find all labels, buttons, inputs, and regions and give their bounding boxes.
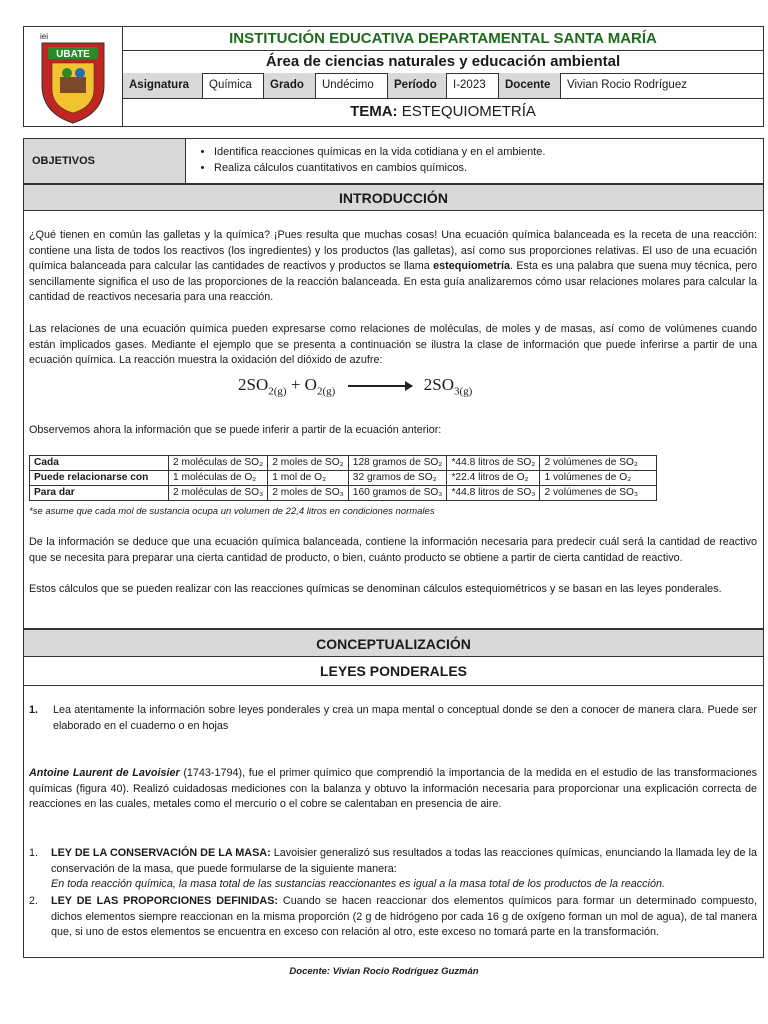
topic — [123, 98, 763, 126]
table-cell: 2 moléculas de SO₃ — [169, 486, 268, 501]
table-row — [30, 471, 657, 486]
law-item — [29, 894, 757, 941]
objective-item: • Realiza cálculos cuantitativos en cambios químicos. — [214, 160, 545, 176]
section-title-concept: CONCEPTUALIZACIÓN — [23, 629, 764, 657]
law-item — [29, 846, 757, 893]
lavoisier-text: (1743-1794), fue el primer químico que comprendió la importancia de la medida en el estudio de las transformaciones químicas (figura 40). Realizó cuidadosas mediciones con la balanza y obtuvo la información necesaria para proporcionar una explicación correcta de reacciones en las cuales, metales como el mercurio o el cobre se calentaban en presencia de aire. — [29, 767, 757, 810]
intro-p1-text: ¿Qué tienen en común las galletas y la química? ¡Pues resulta que muchas cosas! Una ecuación química balanceada es la receta de una reacción: contiene una lista de todos los reactivos (los ingredientes) y los productos (las galletas), así como sus proporciones relativas. El uso de una ecuación química balanceada para calcular las cantidades de reactivos y productos se llama — [29, 229, 757, 272]
table-row — [30, 456, 657, 471]
reaction-arrow-icon — [348, 385, 412, 387]
objectives-box — [23, 138, 764, 184]
lavoisier-name: Antoine Laurent de Lavoisier — [29, 767, 180, 779]
task-text: Lea atentamente la información sobre leyes ponderales y crea un mapa mental o conceptual donde se den a conocer de manera clara. Puede ser elaborado en el cuaderno o en hojas — [53, 704, 757, 732]
table-cell: 2 moles de SO₃ — [268, 486, 349, 501]
meta-label-period: Período — [388, 73, 447, 98]
meta-label-teacher: Docente — [499, 73, 561, 98]
law-title: LEY DE LA CONSERVACIÓN DE LA MASA: — [51, 847, 271, 859]
table-cell: 160 gramos de SO₃ — [348, 486, 447, 501]
section-title-intro: INTRODUCCIÓN — [23, 184, 764, 211]
law-text: Lavoisier generalizó sus resultados a todas las reacciones químicas, enunciando la llamada ley de la conservación de la masa, que puede formularse de la siguiente manera: — [51, 847, 757, 875]
school-crest-icon — [24, 27, 122, 126]
table-cell: 2 volúmenes de SO₃ — [540, 486, 657, 501]
eq-reactant-2: O — [304, 375, 317, 394]
intro-paragraph-1 — [29, 228, 757, 306]
table-cell: 32 gramos de SO₂ — [348, 471, 447, 486]
table-cell: 128 gramos de SO₂ — [348, 456, 447, 471]
table-cell: Para dar — [30, 486, 169, 501]
eq-product: 2SO — [423, 375, 454, 394]
topic-label: TEMA: — [350, 103, 398, 120]
topic-value: ESTEQUIOMETRÍA — [401, 103, 536, 120]
table-cell: 1 moléculas de O₂ — [169, 471, 268, 486]
table-cell: 2 moles de SO₂ — [268, 456, 349, 471]
intro-paragraph-3: Observemos ahora la información que se puede inferir a partir de la ecuación anterior: — [29, 424, 442, 436]
meta-row — [123, 73, 763, 99]
chemical-equation — [238, 375, 472, 397]
law-title: LEY DE LAS PROPORCIONES DEFINIDAS: — [51, 895, 278, 907]
objectives-label: OBJETIVOS — [24, 139, 186, 183]
institution-name: INSTITUCIÓN EDUCATIVA DEPARTAMENTAL SANTA MARÍA — [123, 27, 763, 51]
table-cell: 2 moléculas de SO₂ — [169, 456, 268, 471]
meta-value-teacher: Vivian Rocio Rodríguez — [567, 79, 687, 91]
intro-p1-bold: estequiometría — [433, 260, 510, 272]
meta-label-subject: Asignatura — [123, 73, 203, 98]
law-number: 2. — [29, 895, 39, 907]
meta-value-period: I-2023 — [447, 73, 499, 98]
intro-p1-text-end: . Esta es una palabra que suena muy técnica, pero sencillamente significa el uso de las proporciones de la reacción balanceada. En esta guía analizaremos cómo usar relaciones molares para calcular la cantidad de reactivos necesaria para una reacción. — [29, 260, 757, 303]
header-table — [23, 26, 764, 127]
meta-value-grade: Undécimo — [316, 73, 388, 98]
table-row — [30, 486, 657, 501]
table-cell: 2 volúmenes de SO₂ — [540, 456, 657, 471]
eq-reactant-2-sub: 2(g) — [316, 385, 336, 398]
law-text: Cuando se hacen reaccionar dos elementos químicos para formar un determinado compuesto, dichos elementos siempre reaccionan en la misma proporción (2 g de hidrógeno por cada 16 g de oxígeno forman un mol de agua), de tal manera que, si uno de estos elementos se encuentra en exceso con relación al otro, este exceso no tomará parte en la transformación. — [51, 895, 757, 938]
table-cell: Cada — [30, 456, 169, 471]
stoichiometry-table — [29, 455, 657, 501]
logo-cell — [24, 27, 123, 126]
task-item — [29, 703, 757, 734]
eq-product-sub: 3(g) — [454, 385, 473, 398]
law-body — [51, 894, 757, 941]
table-cell: Puede relacionarse con — [30, 471, 169, 486]
svg-text:iei: iei — [40, 32, 49, 41]
intro-paragraph-5: Estos cálculos que se pueden realizar con las reacciones químicas se denominan cálculos estequiométricos y se basan en las leyes ponderales. — [29, 583, 722, 595]
table-cell: *22.4 litros de O₂ — [447, 471, 540, 486]
table-cell: *44.8 litros de SO₃ — [447, 486, 540, 501]
table-cell: 1 mol de O₂ — [268, 471, 349, 486]
table-note: *se asume que cada mol de sustancia ocupa un volumen de 22,4 litros en condiciones normales — [29, 506, 435, 517]
eq-plus: + — [290, 375, 301, 394]
table-cell: *44.8 litros de SO₂ — [447, 456, 540, 471]
law-number: 1. — [29, 847, 39, 859]
footer-teacher: Docente: Vivian Rocio Rodríguez Guzmán — [289, 966, 479, 977]
lavoisier-paragraph — [29, 766, 757, 813]
task-number: 1. — [29, 704, 39, 716]
area-name: Área de ciencias naturales y educación ambiental — [123, 50, 763, 74]
meta-label-grade: Grado — [264, 73, 316, 98]
table-cell: 1 volúmenes de O₂ — [540, 471, 657, 486]
intro-paragraph-4: De la información se deduce que una ecuación química balanceada, contiene la información necesaria para predecir cuál será la cantidad de reactivo que se necesita para preparar una cierta cantidad de producto, o bien, cuánto producto se obtiene a partir de cierta cantidad de reactivo. — [29, 536, 757, 564]
law-statement: En toda reacción química, la masa total de las sustancias reaccionantes es igual a la masa total de los productos de la reacción. — [51, 878, 665, 890]
objectives-list — [194, 144, 545, 176]
meta-value-subject: Química — [203, 73, 264, 98]
law-body — [51, 846, 757, 893]
eq-reactant-1: 2SO — [238, 375, 269, 394]
section-subtitle: LEYES PONDERALES — [23, 657, 764, 686]
objective-item: • Identifica reacciones químicas en la vida cotidiana y en el ambiente. — [214, 144, 545, 160]
svg-text:UBATE: UBATE — [56, 49, 90, 60]
intro-paragraph-2: Las relaciones de una ecuación química pueden expresarse como relaciones de moléculas, de moles y de masas, así como de volúmenes cuando están implicados gases. Mediante el ejemplo que se presenta a continuación se ilustra la clase de información que puede inferirse a partir de una ecuación química. La reacción muestra la oxidación del dióxido de azufre: — [29, 323, 757, 366]
eq-reactant-1-sub: 2(g) — [268, 385, 287, 398]
